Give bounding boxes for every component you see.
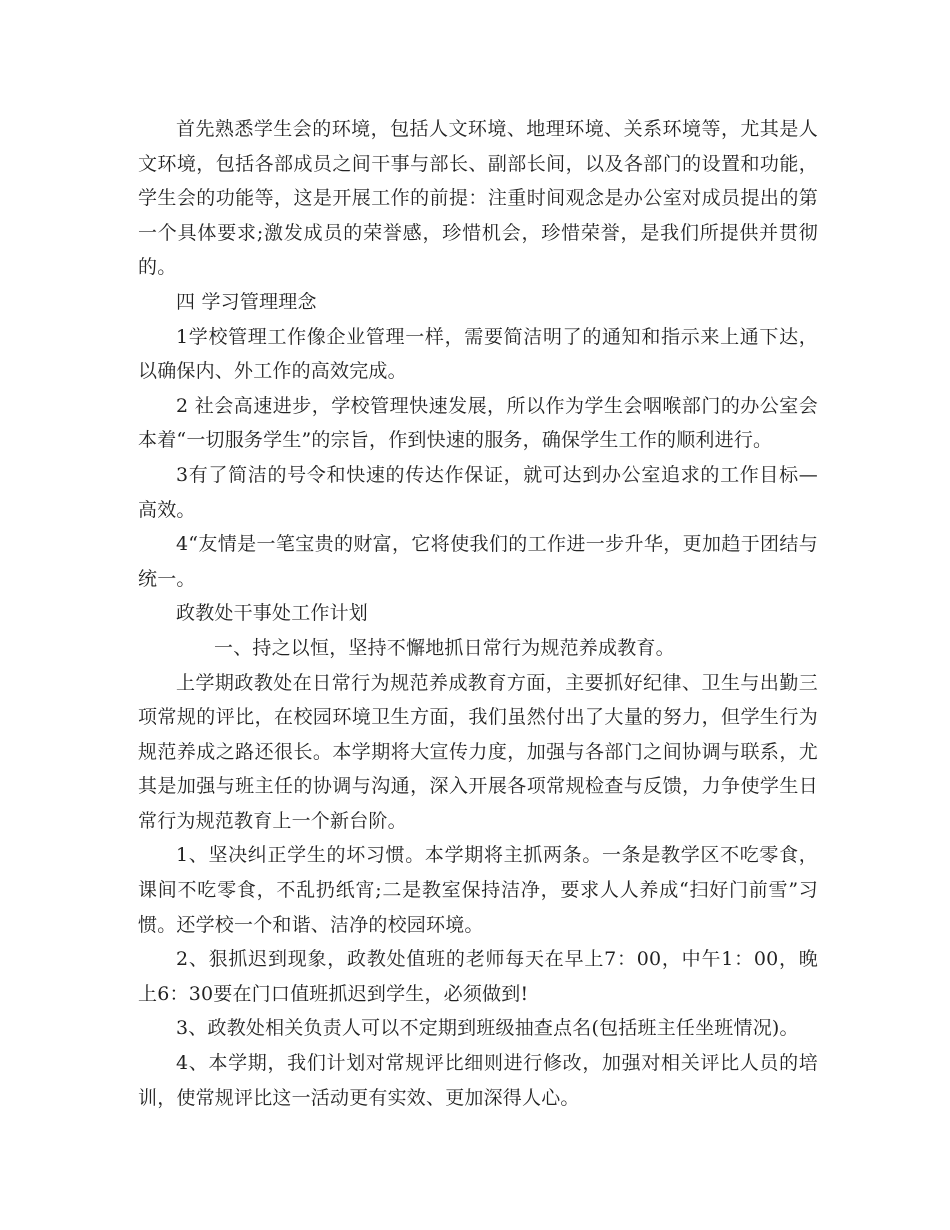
document-body	[138, 112, 818, 1115]
paragraph-rule-4: 4、本学期，我们计划对常规评比细则进行修改，加强对相关评比人员的培训，使常规评比这一活动更有实效、更加深得人心。	[138, 1052, 818, 1109]
paragraph-item-1: 1学校管理工作像企业管理一样，需要简洁明了的通知和指示来上通下达，以确保内、外工作的高效完成。	[138, 325, 818, 383]
paragraph-rule-1: 1、坚决纠正学生的坏习惯。本学期将主抓两条。一条是教学区不吃零食，课间不吃零食，不乱扔纸宵;二是教室保持洁净，要求人人养成“扫好门前雪”习惯。还学校一个和谐、洁净的校园环境。	[138, 844, 818, 936]
section-heading-management-concept: 四 学习管理理念	[176, 290, 317, 313]
paragraph-item-4: 4“友情是一笔宝贵的财富，它将使我们的工作进一步升华，更加趋于团结与统一。	[138, 533, 818, 590]
paragraph-item-3: 3有了简洁的号令和快速的传达作保证，就可达到办公室追求的工作目标—高效。	[138, 463, 818, 521]
paragraph-rule-3: 3、政教处相关负责人可以不定期到班级抽查点名(包括班主任坐班情况)。	[176, 1017, 799, 1040]
document-subtitle: 政教处干事处工作计划	[176, 602, 369, 625]
paragraph-last-semester: 上学期政教处在日常行为规范养成教育方面，主要抓好纪律、卫生与出勤三项常规的评比，在校园环境卫生方面，我们虽然付出了大量的努力，但学生行为规范养成之路还很长。本学期将大宣传力度，加强与各部门之间协调与联系，尤其是加强与班主任的协调与沟通，深入开展各项常规检查与反馈，力争使学生日常行为规范教育上一个新台阶。	[138, 671, 818, 832]
paragraph-item-2: 2 社会高速进步，学校管理快速发展，所以作为学生会咽喉部门的办公室会本着“一切服务学生”的宗旨，作到快速的服务，确保学生工作的顺利进行。	[138, 394, 818, 452]
paragraph-rule-2: 2、狠抓迟到现象，政教处值班的老师每天在早上7：00，中午1：00，晚上6：30要在门口值班抓迟到学生，必须做到!	[138, 948, 818, 1005]
section-heading-persistence: 一、持之以恒，坚持不懈地抓日常行为规范养成教育。	[214, 636, 675, 659]
paragraph-environment: 首先熟悉学生会的环境，包括人文环境、地理环境、关系环境等，尤其是人文环境，包括各部成员之间干事与部长、副部长间，以及各部门的设置和功能，学生会的功能等，这是开展工作的前提：注重时间观念是办公室对成员提出的第一个具体要求;激发成员的荣誉感，珍惜机会，珍惜荣誉，是我们所提供并贯彻的。	[138, 118, 818, 279]
